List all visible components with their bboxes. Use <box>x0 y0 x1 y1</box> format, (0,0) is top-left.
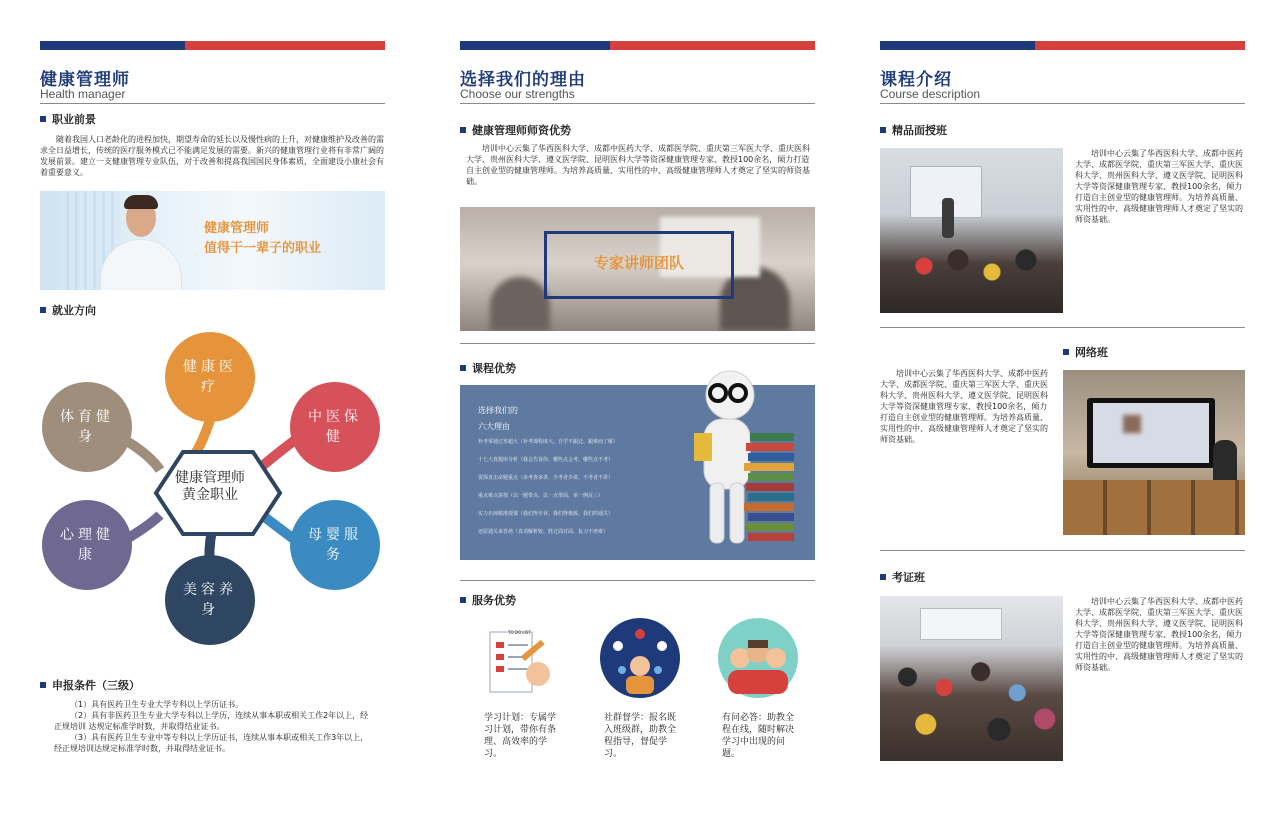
section-heading-employment: 就业方向 <box>40 302 96 318</box>
section-heading-course: 课程优势 <box>460 360 516 376</box>
page-title-health-manager: 健康管理师 <box>40 70 130 90</box>
face-class-desc: 培训中心云集了华西医科大学、成都中医药大学、成都医学院、重庆第三军医大学、重庆医科大学、贵州医科大学、遵义医学院、昆明医科大学等资深健康管理专家、教授100余名，倾力打造自主创业型的健康管理师。为培养高质量、实用性的中、高级健康管理师人才奠定了坚实的师资基础。 <box>1075 149 1243 224</box>
divider <box>880 327 1245 328</box>
divider <box>880 550 1245 551</box>
service-qa: 有问必答：助教全程在线，随时解决学习中出现的问题。 <box>722 713 795 759</box>
reason-item: 实力名师精准授课（我们得专业、我们得极致、我们的通关） <box>478 511 614 517</box>
reasons-title-1: 选择我们的 <box>478 406 518 415</box>
petal-beauty-wellness: 美容养身 <box>165 555 255 645</box>
header-stripe-3 <box>880 41 1245 50</box>
service-study-plan: 学习计划：专属学习计划，带你有条理、高效率的学习。 <box>484 713 557 759</box>
reasons-panel <box>460 385 815 560</box>
expert-team-image <box>460 207 815 331</box>
page-subtitle-courses: Course description <box>880 87 981 101</box>
background-paragraph: 随着我国人口老龄化的进程加快，期望寿命的延长以及慢性病的上升，对健康维护及改善的需求全日益增长，传统的医疗服务模式已不能满足发展的需要。新兴的健康管理行业将有非常广阔的发展前景。建立一支健康管理专业队伍，对于改善和提高我国国民身体素质，全面建设小康社会有着重要意义。 <box>40 135 384 177</box>
reason-item: 还原通关来答场（真项解析较、胜过面对面、复习不再难） <box>478 529 609 535</box>
reason-item: 资深直击命题重点（多考查多讲、少考者少讲、不考者不讲） <box>478 475 614 481</box>
header-stripe-1 <box>40 41 385 50</box>
online-class-desc: 培训中心云集了华西医科大学、成都中医药大学、成都医学院、重庆第三军医大学、重庆医科大学、贵州医科大学、遵义医学院、昆明医科大学等资深健康管理专家、教授100余名，倾力打造自主创业型的健康管理师。为培养高质量、实用性的中、高级健康管理师人才奠定了坚实的师资基础。 <box>880 369 1048 444</box>
online-class-photo <box>1063 370 1245 535</box>
center-line-2: 黄金职业 <box>182 487 238 503</box>
petal-tcm-care: 中医保健 <box>290 382 380 472</box>
conditions-list <box>54 699 374 754</box>
section-heading-faculty: 健康管理师师资优势 <box>460 122 571 138</box>
condition-item: （2）具有非医药卫生专业大学专科以上学历，连续从事本职或相关工作2年以上，经正规培训 达规定标准学时数，并取得结业证书。 <box>54 711 369 731</box>
qa-people-icon <box>718 618 798 698</box>
divider <box>460 343 815 344</box>
banner-line-1: 健康管理师 <box>204 221 270 236</box>
page-subtitle-health-manager: Health manager <box>40 87 126 101</box>
doctor-hair <box>124 195 158 209</box>
team-label: 专家讲师团队 <box>593 254 684 272</box>
petal-mental-health: 心理健康 <box>42 500 132 590</box>
face-class-photo <box>880 148 1063 313</box>
condition-item: （3）具有医药卫生专业中等专科以上学历证书，连续从事本职或相关工作3年以上，经正规培训达规定标准学时数，并取得结业证书。 <box>54 733 369 753</box>
community-icon <box>600 618 680 698</box>
section-heading-online-class: 网络班 <box>1063 344 1108 360</box>
exam-class-desc: 培训中心云集了华西医科大学、成都中医药大学、成都医学院、重庆第三军医大学、重庆医科大学、贵州医科大学、遵义医学院、昆明医科大学等资深健康管理专家、教授100余名，倾力打造自主创业型的健康管理师。为培养高质量、实用性的中、高级健康管理师人才奠定了坚实的师资基础。 <box>1075 597 1243 672</box>
banner-doctor-image <box>40 191 385 290</box>
service-community: 社群督学：报名既入班级群，助教全程指导，督促学习。 <box>604 713 677 759</box>
petal-maternal-infant: 母婴服务 <box>290 500 380 590</box>
reasons-title-2: 六大理由 <box>478 422 510 431</box>
section-heading-background: 职业前景 <box>40 111 96 127</box>
section-heading-conditions: 申报条件（三级） <box>40 677 140 693</box>
faculty-paragraph: 培训中心云集了华西医科大学、成都中医药大学、成都医学院、重庆第三军医大学、重庆医科大学、贵州医科大学、遵义医学院、昆明医科大学等资深健康管理专家、教授100余名，倾力打造自主创业型的健康管理师。为培养高质量、实用性的中、高级健康管理师人才奠定了坚实的师资基础。 <box>466 144 810 186</box>
section-heading-service: 服务优势 <box>460 592 516 608</box>
petal-health-medical: 健康医疗 <box>165 332 255 422</box>
exam-class-photo <box>880 596 1063 761</box>
condition-item: （1）具有医药卫生专业大学专科以上学历证书。 <box>70 700 244 709</box>
diagram-center-label <box>155 470 265 504</box>
page-title-courses: 课程介绍 <box>880 70 952 90</box>
section-heading-face-class: 精品面授班 <box>880 122 947 138</box>
reason-item: 十七大真题库分析（我会告诉你、哪些点会考、哪些点不考） <box>478 457 614 463</box>
center-line-1: 健康管理师 <box>175 470 245 486</box>
reason-item: 补考零通过率超大（补考课程度大、自学不跟迁、跟难而了解） <box>478 439 619 445</box>
divider <box>880 103 1245 104</box>
divider <box>460 580 815 581</box>
banner-line-2: 值得干一辈子的职业 <box>204 241 322 256</box>
petal-sports-fitness: 体育健身 <box>42 382 132 472</box>
figure-with-books-icon <box>682 363 812 558</box>
divider <box>460 103 815 104</box>
section-heading-exam-class: 考证班 <box>880 569 925 585</box>
todo-label: TO DO LIST <box>508 630 531 635</box>
reason-item: 重点难点讲授（以一题带点、以一点带面、举一例反三） <box>478 493 604 499</box>
page-subtitle-why-us: Choose our strengths <box>460 87 575 101</box>
header-stripe-2 <box>460 41 815 50</box>
page-title-why-us: 选择我们的理由 <box>460 70 586 90</box>
divider <box>40 103 385 104</box>
